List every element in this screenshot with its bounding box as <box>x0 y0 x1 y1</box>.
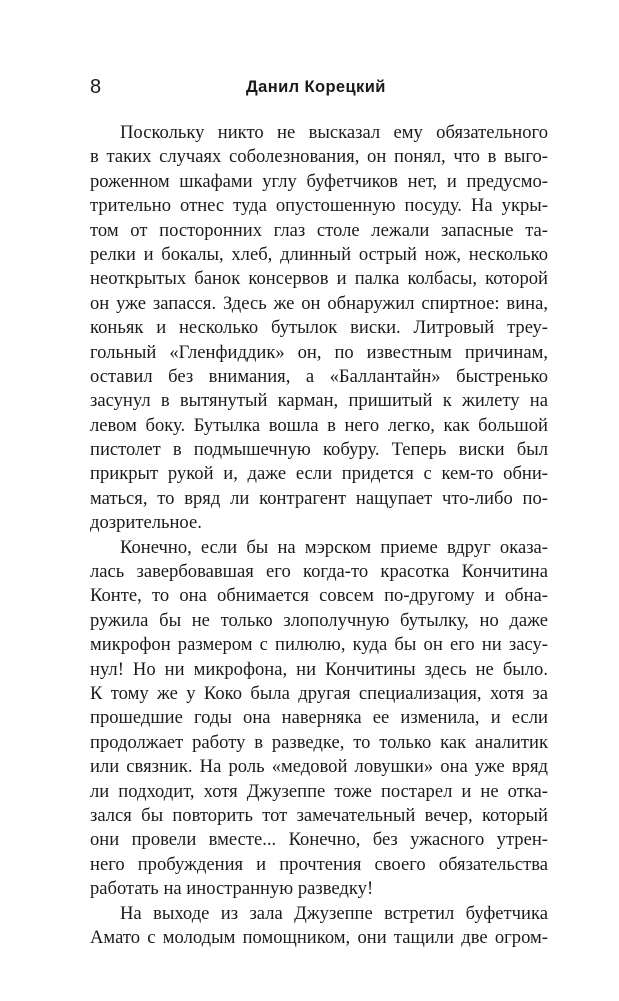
text-line: оставил без внимания, а «Баллантайн» быстренько <box>90 365 548 387</box>
text-line: коньяк и несколько бутылок виски. Литровый треу- <box>90 317 548 339</box>
text-line: прошедшие годы она наверняка ее изменила, и если <box>90 707 548 729</box>
text-line: работать на иностранную разведку! <box>90 878 374 900</box>
text-line: зался бы повторить тот замечательный вечер, который <box>90 804 548 826</box>
text-line: роженном шкафами углу буфетчиков нет, и предусмо- <box>90 170 548 192</box>
text-line: релки и бокалы, хлеб, длинный острый нож, несколько <box>90 243 548 265</box>
text-line: левом боку. Бутылка вошла в него легко, как большой <box>90 414 548 436</box>
text-line: в таких случаях соболезнования, он понял, что в выго- <box>90 146 548 168</box>
text-line: они провели вместе... Конечно, без ужасного утрен- <box>90 829 548 851</box>
page-number: 8 <box>90 76 102 98</box>
text-line: том от посторонних глаз столе лежали запасные та- <box>90 219 548 241</box>
running-head-author: Данил Корецкий <box>246 78 386 96</box>
text-line: лась завербовавшая его когда-то красотка Кончитина <box>90 561 548 583</box>
text-line: дозрительное. <box>90 512 202 534</box>
text-line: микрофон размером с пилюлю, куда бы он его ни засу- <box>90 634 548 656</box>
text-line: него пробуждения и прочтения своего обязательства <box>90 853 548 875</box>
text-line: он уже запасся. Здесь же он обнаружил спиртное: вина, <box>90 292 548 314</box>
text-line: неоткрытых банок консервов и палка колбасы, которой <box>90 268 548 290</box>
text-line: нул! Но ни микрофона, ни Кончитины здесь не было. <box>90 658 548 680</box>
text-line: засунул в вытянутый карман, пришитый к жилету на <box>90 390 548 412</box>
text-line: ружила бы не только злополучную бутылку, но даже <box>90 609 548 631</box>
text-line: Конте, то она обнимается совсем по-другому и обна- <box>90 585 548 607</box>
text-line: ли подходит, хотя Джузеппе тоже постарел и не отка- <box>90 780 548 802</box>
text-line: продолжает работу в разведке, то только как аналитик <box>90 731 548 753</box>
text-line: прикрыт рукой и, даже если придется с кем-то обни- <box>90 463 548 485</box>
body-text <box>90 121 548 950</box>
text-line: Поскольку никто не высказал ему обязательного <box>120 122 548 143</box>
text-line: маться, то вряд ли контрагент нащупает что-либо по- <box>90 487 548 509</box>
text-line: гольный «Гленфиддик» он, по известным причинам, <box>90 341 548 363</box>
text-line: трительно отнес туда опустошенную посуду. На укры- <box>90 195 548 217</box>
text-line: или связник. На роль «медовой ловушки» она уже вряд <box>90 756 548 778</box>
text-line: пистолет в подмышечную кобуру. Теперь виски был <box>90 439 548 461</box>
text-line: На выходе из зала Джузеппе встретил буфетчика <box>120 902 548 924</box>
text-line: Амато с молодым помощником, они тащили две огром- <box>90 926 548 948</box>
text-line: К тому же у Коко была другая специализация, хотя за <box>90 682 548 704</box>
text-line: Конечно, если бы на мэрском приеме вдруг оказа- <box>120 536 548 558</box>
